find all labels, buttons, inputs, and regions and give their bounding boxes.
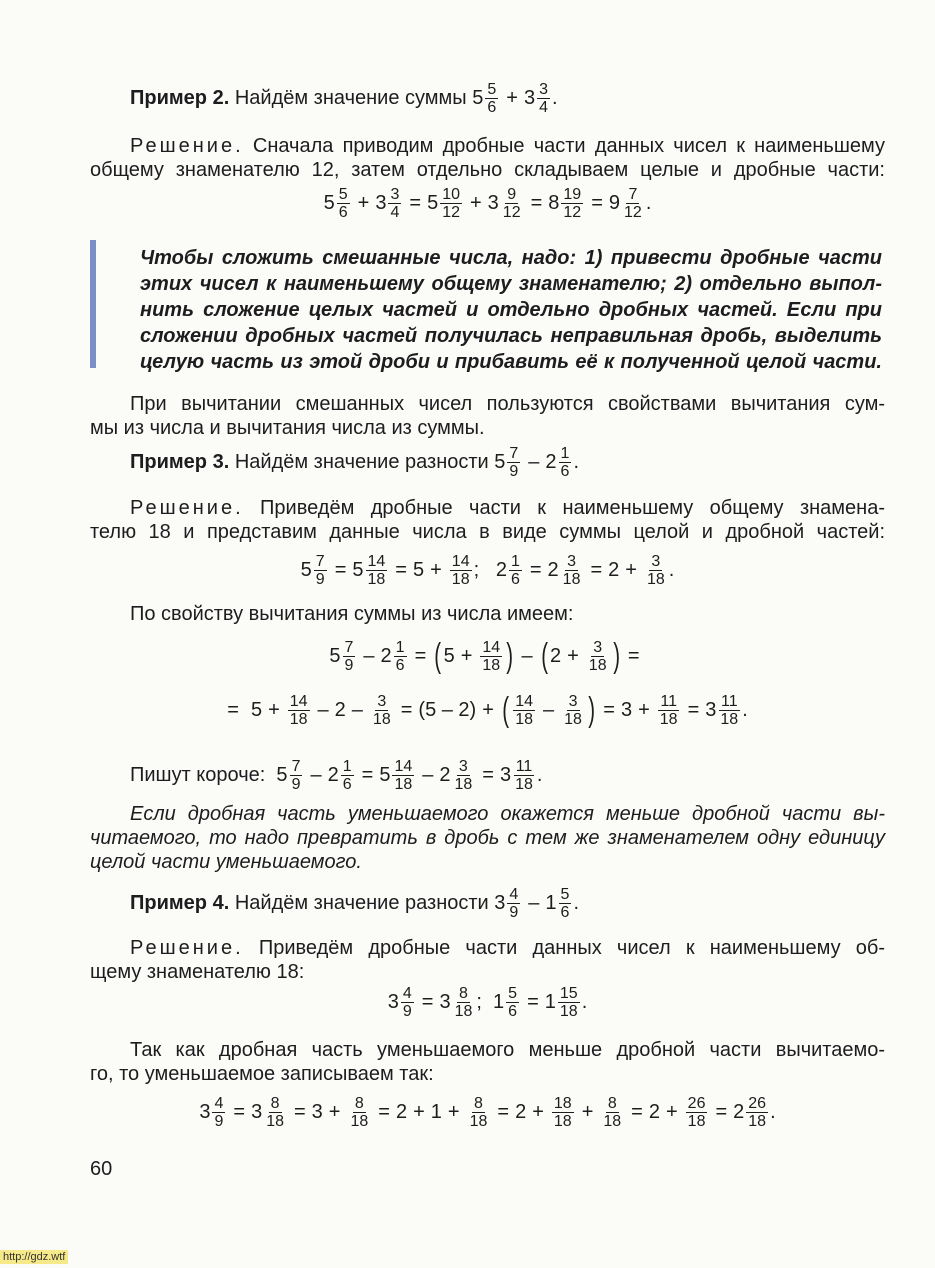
rule-line-4: сложении дробных частей получилась неправильная дробь, выделить (140, 325, 882, 347)
example-3-note-line-2: читаемого, то надо превратить в дробь с тем же знаменателем одну единицу (90, 827, 885, 849)
example-3-note-line-1: Если дробная часть уменьшаемого окажется меньше дробной части вы- (130, 803, 885, 825)
example-4-label: Пример 4. (130, 891, 230, 914)
example-2-heading: Пример 2. Найдём значение суммы 5 5 6 + 3 3 4 . (130, 80, 558, 116)
example-3-label: Пример 3. (130, 450, 230, 473)
example-3-calculation-2: 5 7 9 – 2 $\frac{1}{6}$ = ( 5 + $\frac{14}{18}$ ) – ( 2 + $\frac{3}{18}$ ) = (329, 637, 640, 675)
rule-marker-bar (90, 240, 96, 368)
example-4-text: Найдём значение разности (234, 891, 489, 914)
example-2-solution-line-1: Решение. Сначала приводим дробные части данных чисел к наименьшему (130, 135, 885, 157)
example-4-solution-line-1: Решение. Приведём дробные части данных чисел к наименьшему об- (130, 937, 885, 959)
rule-line-5: целую часть из этой дроби и прибавить её к полученной целой части. (140, 351, 882, 373)
fraction: 5 6 (487, 80, 497, 116)
source-watermark[interactable]: http://gdz.wtf (0, 1250, 68, 1264)
example-3-text: Найдём значение разности (234, 450, 489, 473)
example-3-short-form: Пишут короче: 5 7 9 – 2 $\frac{1}{6}$ = 5 $\frac{14}{18}$ – 2 $\frac{3}{18}$ = 3 $\frac{11}{18}$ . (130, 757, 543, 793)
example-4-heading: Пример 4. Найдём значение разности 3 4 9 – 1 5 6 . (130, 885, 580, 921)
page-number: 60 (90, 1158, 113, 1180)
fraction: 3 4 (539, 80, 548, 116)
subtraction-intro-line-2: мы из числа и вычитания числа из суммы. (90, 417, 485, 439)
example-4-calculation-1: 3 $\frac{4}{9}$ = 3 $\frac{8}{18}$ ; 1 $\frac{5}{6}$ = 1 $\frac{15}{18}$ . (387, 984, 588, 1020)
example-2-label: Пример 2. (130, 86, 230, 109)
example-3-property-text: По свойству вычитания суммы из числа имеем: (130, 603, 574, 625)
rule-line-3: нить сложение целых частей и отдельно дробных частей. Если при (140, 299, 882, 321)
subtraction-intro-line-1: При вычитании смешанных чисел пользуются свойствами вычитания сум- (130, 393, 885, 415)
example-3-calculation-1: 5 $\frac{7}{9}$ = 5 $\frac{14}{18}$ = 5 + $\frac{14}{18}$ ; 2 $\frac{1}{6}$ = 2 $\frac{3}{18}$ = 2 + $\frac{3}{18}$ . (300, 552, 675, 588)
example-4-since-line-1: Так как дробная часть уменьшаемого меньше дробной части вычитаемо- (130, 1039, 885, 1061)
example-2-text: Найдём значение суммы (234, 86, 467, 109)
example-4-calculation-2: 3 $\frac{4}{9}$ = 3 $\frac{8}{18}$ = 3 + $\frac{8}{18}$ = 2 + 1 + $\frac{8}{18}$ = 2 + $\frac{18}{18}$ + $\frac{8}{18}$ = 2 + $\frac{26}{18}$ = 2 $\frac{26}{18}$ . (199, 1094, 776, 1130)
example-3-solution-line-2: телю 18 и представим данные числа в виде суммы целой и дробной частей: (90, 521, 885, 543)
rule-line-1: Чтобы сложить смешанные числа, надо: 1) привести дробные части (140, 247, 882, 269)
example-4-since-line-2: го, то уменьшаемое записываем так: (90, 1063, 434, 1085)
example-3-calculation-3: = 5 + $\frac{14}{18}$ – 2 – $\frac{3}{18}$ = (5 – 2) + ( 14 18 – 3 18 ) = 3 + $\frac{11}{18}$ = 3 $\frac{11}{18}$ . (227, 691, 748, 729)
example-4-solution-line-2: щему знаменателю 18: (90, 961, 305, 983)
example-2-solution-line-2: общему знаменателю 12, затем отдельно складываем целые и дробные части: (90, 159, 885, 181)
example-3-heading: Пример 3. Найдём значение разности 5 7 9 – 2 1 6 . (130, 444, 580, 480)
short-form-label: Пишут короче: (130, 763, 266, 786)
example-3-solution-line-1: Решение. Приведём дробные части к наименьшему общему знамена- (130, 497, 885, 519)
example-2-calculation: 5 5 6 + 3 $\frac{3}{4}$ = 5 10 12 + 3 $\frac{9}{12}$ = 8 $\frac{19}{12}$ = 9 7 12 . (323, 185, 652, 221)
example-3-note-line-3: целой части уменьшаемого. (90, 851, 362, 873)
rule-line-2: этих чисел к наименьшему общему знаменателю; 2) отдельно выпол- (140, 273, 882, 295)
